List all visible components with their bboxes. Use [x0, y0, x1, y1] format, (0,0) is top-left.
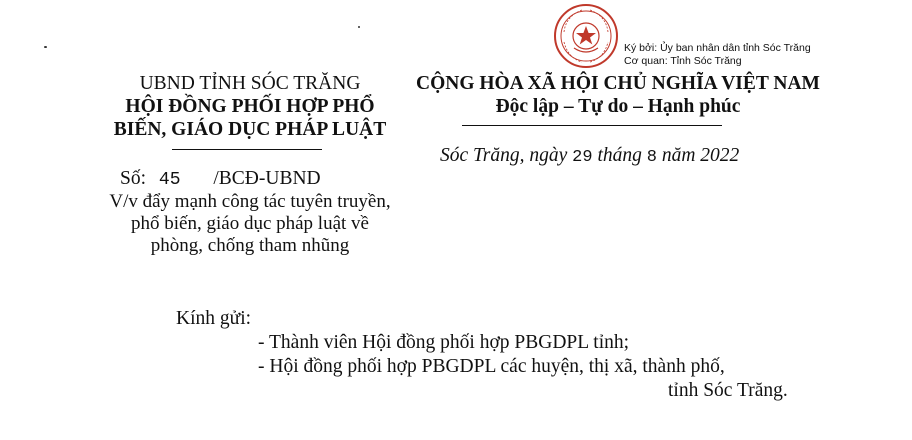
national-motto: Độc lập – Tự do – Hạnh phúc	[495, 96, 741, 117]
subject-line2: phổ biến, giáo dục pháp luật về	[131, 213, 369, 234]
recipient-item: - Thành viên Hội đồng phối hợp PBGDPL tỉnh;	[258, 332, 630, 353]
document-number-suffix: /BCĐ-UBND	[213, 168, 321, 189]
national-motto-header	[398, 72, 838, 118]
document-subject	[70, 191, 430, 257]
date-month: 8	[646, 148, 657, 167]
seal-icon	[552, 2, 620, 70]
date-month-label: tháng	[592, 145, 647, 166]
place-and-date	[440, 145, 739, 167]
subject-line1: V/v đẩy mạnh công tác tuyên truyền,	[109, 191, 391, 212]
issuing-agency-header	[70, 72, 430, 141]
province-committee-name: UBND TỈNH SÓC TRĂNG	[139, 73, 361, 94]
date-prefix: Sóc Trăng, ngày	[440, 145, 573, 166]
date-year: năm 2022	[656, 145, 740, 166]
document-number-label: Số:	[120, 168, 147, 189]
scan-speck	[358, 26, 360, 28]
document-number	[120, 168, 321, 190]
date-day: 29	[572, 148, 593, 167]
country-name: CỘNG HÒA XÃ HỘI CHỦ NGHĨA VIỆT NAM	[416, 73, 820, 94]
recipient-list	[258, 331, 788, 403]
recipient-item: - Hội đồng phối hợp PBGDPL các huyện, thị xã, thành phố,	[258, 356, 725, 377]
council-name-line1: HỘI ĐỒNG PHỐI HỢP PHỔ	[125, 96, 375, 117]
signed-by-text: Ký bởi: Ủy ban nhân dân tỉnh Sóc Trăng	[624, 42, 811, 54]
motto-underline	[462, 125, 722, 126]
recipient-continuation: tỉnh Sóc Trăng.	[668, 380, 788, 401]
digital-signature-info	[624, 42, 811, 67]
signing-agency-text: Cơ quan: Tỉnh Sóc Trăng	[624, 54, 742, 67]
subject-line3: phòng, chống tham nhũng	[150, 235, 350, 256]
agency-underline	[172, 149, 322, 150]
council-name-line2: BIẾN, GIÁO DỤC PHÁP LUẬT	[113, 119, 387, 140]
addressee-label: Kính gửi:	[176, 308, 252, 329]
scan-speck	[44, 46, 47, 48]
document-number-value: 45	[158, 170, 181, 190]
